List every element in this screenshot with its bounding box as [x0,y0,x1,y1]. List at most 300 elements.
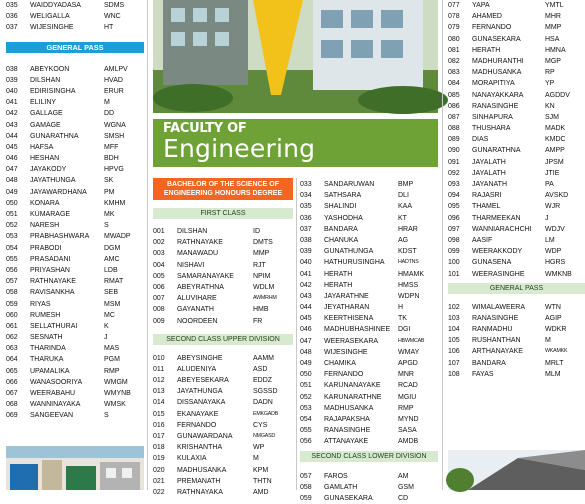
list-item [300,414,438,425]
entry-number: 088 [448,123,472,134]
list-item [300,246,438,257]
entry-initials: GSM [398,482,438,493]
list-item [6,332,144,343]
entry-number: 038 [6,64,30,75]
entry-number: 055 [300,425,324,436]
entry-number: 096 [448,213,472,224]
entry-surname: PRIYASHAN [30,265,104,276]
list-item [300,269,438,280]
entry-surname: SINHAPURA [472,112,545,123]
entry-initials: MAS [104,343,144,354]
entry-number: 095 [448,201,472,212]
entry-initials: M [545,335,585,346]
entry-initials: K [104,321,144,332]
entry-initials: KMDC [545,134,585,145]
entry-number: 082 [448,56,472,67]
entry-initials: YP [545,78,585,89]
list-item [153,353,293,364]
entry-surname: DISSANAYAKA [177,397,253,408]
entry-surname: RATHNAYAKE [177,237,253,248]
entry-initials: BMP [398,179,438,190]
entry-surname: RANASINGHE [472,101,545,112]
entry-surname: GUNARATHNA [472,145,545,156]
entry-number: 039 [6,75,30,86]
list-item [300,347,438,358]
entry-initials: WMYNB [104,388,144,399]
entry-number: 006 [153,282,177,293]
entry-initials: AMC [104,254,144,265]
banner-line1: FACULTY OF [163,121,428,136]
entry-initials: KAA [398,201,438,212]
entry-number: 087 [448,112,472,123]
entry-initials: KN [545,101,585,112]
entry-initials: PA [545,179,585,190]
list-item [6,366,144,377]
entry-initials: HADTNS [398,257,438,268]
entry-surname: ABEYRATHNA [177,282,253,293]
entry-number: 056 [6,265,30,276]
campus-right-photo-image [448,450,585,490]
entry-initials: MWADP [104,231,144,242]
entry-surname: JAYARATHNE [324,291,398,302]
entry-initials: LM [545,235,585,246]
entry-initials: WJR [545,201,585,212]
divider-3 [442,0,443,490]
list-col2-upper [153,353,293,498]
entry-initials: SJM [545,112,585,123]
entry-surname: RAJAPAKSHA [324,414,398,425]
list-item [448,56,585,67]
entry-number: 044 [300,302,324,313]
entry-number: 008 [153,304,177,315]
entry-number: 084 [448,78,472,89]
entry-surname: GUNASEKARA [472,34,545,45]
entry-surname: CHANUKA [324,235,398,246]
list-item [448,78,585,89]
list-item [448,145,585,156]
entry-surname: FAROS [324,471,398,482]
column-3 [300,179,438,504]
entry-number: 019 [153,453,177,464]
entry-surname: SAMARANAYAKE [177,271,253,282]
entry-number: 057 [300,471,324,482]
list-item [448,134,585,145]
entry-surname: EKANAYAKE [177,409,253,420]
entry-initials: WDP [545,246,585,257]
entry-number: 055 [6,254,30,265]
entry-initials: MNR [398,369,438,380]
entry-number: 051 [6,209,30,220]
list-item [6,11,144,22]
entry-initials: WMKNB [545,269,585,280]
entry-number: 047 [6,164,30,175]
entry-initials: KDST [398,246,438,257]
list-item [448,123,585,134]
list-item [6,343,144,354]
list-item [448,269,585,280]
entry-initials: TK [398,313,438,324]
entry-surname: ABEYSINGHE [177,353,253,364]
list-item [448,179,585,190]
entry-initials: M [104,97,144,108]
heading-second-lower: SECOND CLASS LOWER DIVISION [300,451,438,462]
entry-initials: RJT [253,260,293,271]
entry-number: 017 [153,431,177,442]
entry-number: 054 [300,414,324,425]
entry-initials: WP [253,442,293,453]
entry-surname: GAMAGE [30,120,104,131]
entry-initials: HGRS [545,257,585,268]
entry-surname: DILSHAN [30,75,104,86]
entry-initials: AMLPV [104,64,144,75]
entry-surname: GUNARATHNA [30,131,104,142]
entry-surname: RAJASRI [472,190,545,201]
entry-surname: ARTHANAYAKE [472,346,545,357]
entry-initials: KT [398,213,438,224]
list-col1-top [6,0,144,34]
entry-surname: ELILINY [30,97,104,108]
entry-surname: RUMESH [30,310,104,321]
entry-number: 059 [6,299,30,310]
list-item [300,482,438,493]
entry-number: 051 [300,380,324,391]
list-item [300,369,438,380]
list-item [6,377,144,388]
entry-initials: WNC [104,11,144,22]
list-item [300,235,438,246]
entry-number: 099 [448,246,472,257]
list-item [6,276,144,287]
entry-surname: THARUKA [30,354,104,365]
entry-initials: MMP [545,22,585,33]
entry-number: 079 [448,22,472,33]
list-item [6,410,144,421]
entry-number: 045 [300,313,324,324]
list-col4-top [448,0,585,280]
list-item [448,246,585,257]
entry-surname: HERATH [324,269,398,280]
entry-initials: THTN [253,476,293,487]
entry-initials: SASA [398,425,438,436]
entry-initials: KMHM [104,198,144,209]
entry-surname: WIMALAWEERA [472,302,545,313]
entry-number: 078 [448,11,472,22]
entry-surname: PREMANATH [177,476,253,487]
entry-number: 100 [448,257,472,268]
list-item [153,316,293,327]
entry-surname: HAFSA [30,142,104,153]
entry-number: 093 [448,179,472,190]
list-item [6,187,144,198]
entry-initials: WTN [545,302,585,313]
entry-number: 033 [300,179,324,190]
banner-line2: Engineering [163,136,428,162]
entry-initials: SDMS [104,0,144,11]
list-item [300,201,438,212]
entry-number: 107 [448,358,472,369]
entry-surname: DIAS [472,134,545,145]
entry-number: 004 [153,260,177,271]
list-item [153,282,293,293]
list-item [300,336,438,347]
entry-number: 041 [6,97,30,108]
entry-initials: J [545,213,585,224]
entry-initials: MSM [104,299,144,310]
entry-number: 101 [448,269,472,280]
entry-initials: EMKGADB [253,409,293,420]
entry-initials: LDB [104,265,144,276]
entry-initials: APGD [398,358,438,369]
entry-surname: JAYAKODY [30,164,104,175]
entry-number: 052 [6,220,30,231]
list-item [6,75,144,86]
entry-number: 042 [6,108,30,119]
entry-surname: KARUNANAYAKE [324,380,398,391]
entry-number: 069 [6,410,30,421]
list-item [448,190,585,201]
entry-initials: AMD [253,487,293,498]
entry-number: 059 [300,493,324,504]
list-item [153,487,293,498]
entry-initials: WMSK [104,399,144,410]
list-item [300,392,438,403]
entry-surname: WANNINAYAKA [30,399,104,410]
entry-initials: WMAY [398,347,438,358]
entry-surname: JEYATHARAN [324,302,398,313]
entry-number: 020 [153,465,177,476]
entry-number: 058 [300,482,324,493]
faculty-banner [153,119,438,167]
heading-second-upper: SECOND CLASS UPPER DIVISION [153,334,293,345]
column-1 [6,0,144,422]
list-item [448,90,585,101]
list-item [6,108,144,119]
entry-surname: PRABHASHWARA [30,231,104,242]
entry-initials: ASD [253,364,293,375]
list-item [153,304,293,315]
entry-number: 044 [6,131,30,142]
entry-initials: MGP [545,56,585,67]
entry-initials: AWMRHM [253,293,293,304]
list-item [448,11,585,22]
entry-number: 058 [6,287,30,298]
list-item [6,142,144,153]
entry-number: 048 [6,175,30,186]
entry-number: 057 [6,276,30,287]
list-item [300,291,438,302]
list-item [448,224,585,235]
entry-number: 016 [153,420,177,431]
entry-initials: HRAR [398,224,438,235]
entry-surname: FERNANDO [177,420,253,431]
entry-initials: SMSH [104,131,144,142]
entry-number: 108 [448,369,472,380]
list-item [448,112,585,123]
entry-initials: CYS [253,420,293,431]
entry-number: 080 [448,34,472,45]
entry-initials: WGNA [104,120,144,131]
entry-initials: ID [253,226,293,237]
entry-number: 035 [6,0,30,11]
entry-number: 045 [6,142,30,153]
entry-initials: WDKR [545,324,585,335]
entry-number: 015 [153,409,177,420]
entry-number: 105 [448,335,472,346]
list-item [6,354,144,365]
entry-initials: WMGM [104,377,144,388]
list-item [448,0,585,11]
entry-number: 050 [6,198,30,209]
entry-surname: BANDARA [472,358,545,369]
entry-surname: GALLAGE [30,108,104,119]
entry-initials: HMNA [545,45,585,56]
entry-initials: HBWMCAB [398,336,438,347]
entry-initials: MMP [253,248,293,259]
entry-number: 050 [300,369,324,380]
entry-number: 083 [448,67,472,78]
entry-initials: AMDB [398,436,438,447]
entry-surname: KARUNARATHNE [324,392,398,403]
entry-number: 092 [448,168,472,179]
entry-surname: JAYATHUNGA [30,175,104,186]
entry-number: 043 [6,120,30,131]
entry-surname: WEERASEKARA [324,336,398,347]
list-item [6,175,144,186]
entry-surname: GUNATHUNGA [324,246,398,257]
entry-initials: DD [104,108,144,119]
list-item [6,265,144,276]
list-item [153,364,293,375]
entry-surname: RAVISANKHA [30,287,104,298]
list-item [448,335,585,346]
entry-surname: THUSHARA [472,123,545,134]
list-item [6,198,144,209]
list-item [153,409,293,420]
entry-number: 102 [448,302,472,313]
list-col3-upper [300,179,438,448]
entry-initials: MYND [398,414,438,425]
list-item [153,375,293,386]
entry-initials: MHR [545,11,585,22]
entry-initials: HVAD [104,75,144,86]
list-item [153,226,293,237]
entry-surname: RUSHANTHAN [472,335,545,346]
entry-number: 052 [300,392,324,403]
entry-number: 081 [448,45,472,56]
list-item [300,224,438,235]
entry-initials: S [104,220,144,231]
entry-number: 053 [300,403,324,414]
entry-surname: WEERASINGHE [472,269,545,280]
entry-number: 103 [448,313,472,324]
list-col3-lower [300,471,438,504]
entry-surname: ALUVIHARE [177,293,253,304]
entry-surname: SANGEEVAN [30,410,104,421]
list-item [153,465,293,476]
entry-number: 034 [300,190,324,201]
entry-initials: AM [398,471,438,482]
entry-surname: THARMEEKAN [472,213,545,224]
entry-initials: AGIP [545,313,585,324]
entry-initials: SGSSD [253,386,293,397]
entry-number: 010 [153,353,177,364]
list-item [153,386,293,397]
entry-number: 056 [300,436,324,447]
entry-surname: RATHNAYAKA [177,487,253,498]
entry-initials: JPSM [545,157,585,168]
entry-number: 049 [300,358,324,369]
entry-initials: MC [104,310,144,321]
entry-initials: MGIU [398,392,438,403]
entry-initials: NMGASD [253,431,293,442]
entry-initials: PGM [104,354,144,365]
entry-initials: HSA [545,34,585,45]
entry-surname: MADHUSANKA [177,465,253,476]
entry-number: 067 [6,388,30,399]
degree-line2: ENGINEERING HONOURS DEGREE [153,189,293,198]
entry-surname: MADHUSANKA [472,67,545,78]
entry-surname: FERNANDO [324,369,398,380]
heading-general-pass-right: GENERAL PASS [448,283,585,294]
list-item [300,403,438,414]
entry-surname: YAPA [472,0,545,11]
entry-number: 047 [300,336,324,347]
entry-surname: RANASINGHE [324,425,398,436]
entry-initials: FR [253,316,293,327]
list-col4-general [448,302,585,380]
entry-initials: RCAD [398,380,438,391]
entry-number: 048 [300,347,324,358]
entry-surname: WEERABAHU [30,388,104,399]
list-item [6,164,144,175]
list-item [300,257,438,268]
entry-surname: SATHSARA [324,190,398,201]
list-item [300,425,438,436]
entry-surname: MADHUSANKA [324,403,398,414]
list-item [300,302,438,313]
entry-number: 049 [6,187,30,198]
list-item [448,313,585,324]
entry-initials: MADK [545,123,585,134]
list-item [153,431,293,442]
list-item [6,299,144,310]
list-item [153,442,293,453]
list-item [300,179,438,190]
entry-initials: JTIE [545,168,585,179]
photo-building [153,0,438,113]
degree-title [153,178,293,200]
entry-number: 041 [300,269,324,280]
entry-surname: RIYAS [30,299,104,310]
entry-initials: RP [545,67,585,78]
entry-surname: WEERAKKODY [472,246,545,257]
entry-number: 007 [153,293,177,304]
entry-surname: JAYANATH [472,179,545,190]
list-item [6,287,144,298]
entry-number: 097 [448,224,472,235]
entry-number: 091 [448,157,472,168]
entry-number: 021 [153,476,177,487]
entry-surname: HATHURUSINGHA [324,257,398,268]
list-item [448,302,585,313]
entry-number: 005 [153,271,177,282]
entry-surname: EDIRISINGHA [30,86,104,97]
entry-number: 012 [153,375,177,386]
entry-surname: NISHAVI [177,260,253,271]
entry-surname: GUNASENA [472,257,545,268]
entry-surname: MADHURANTHI [472,56,545,67]
divider-1 [147,0,148,490]
